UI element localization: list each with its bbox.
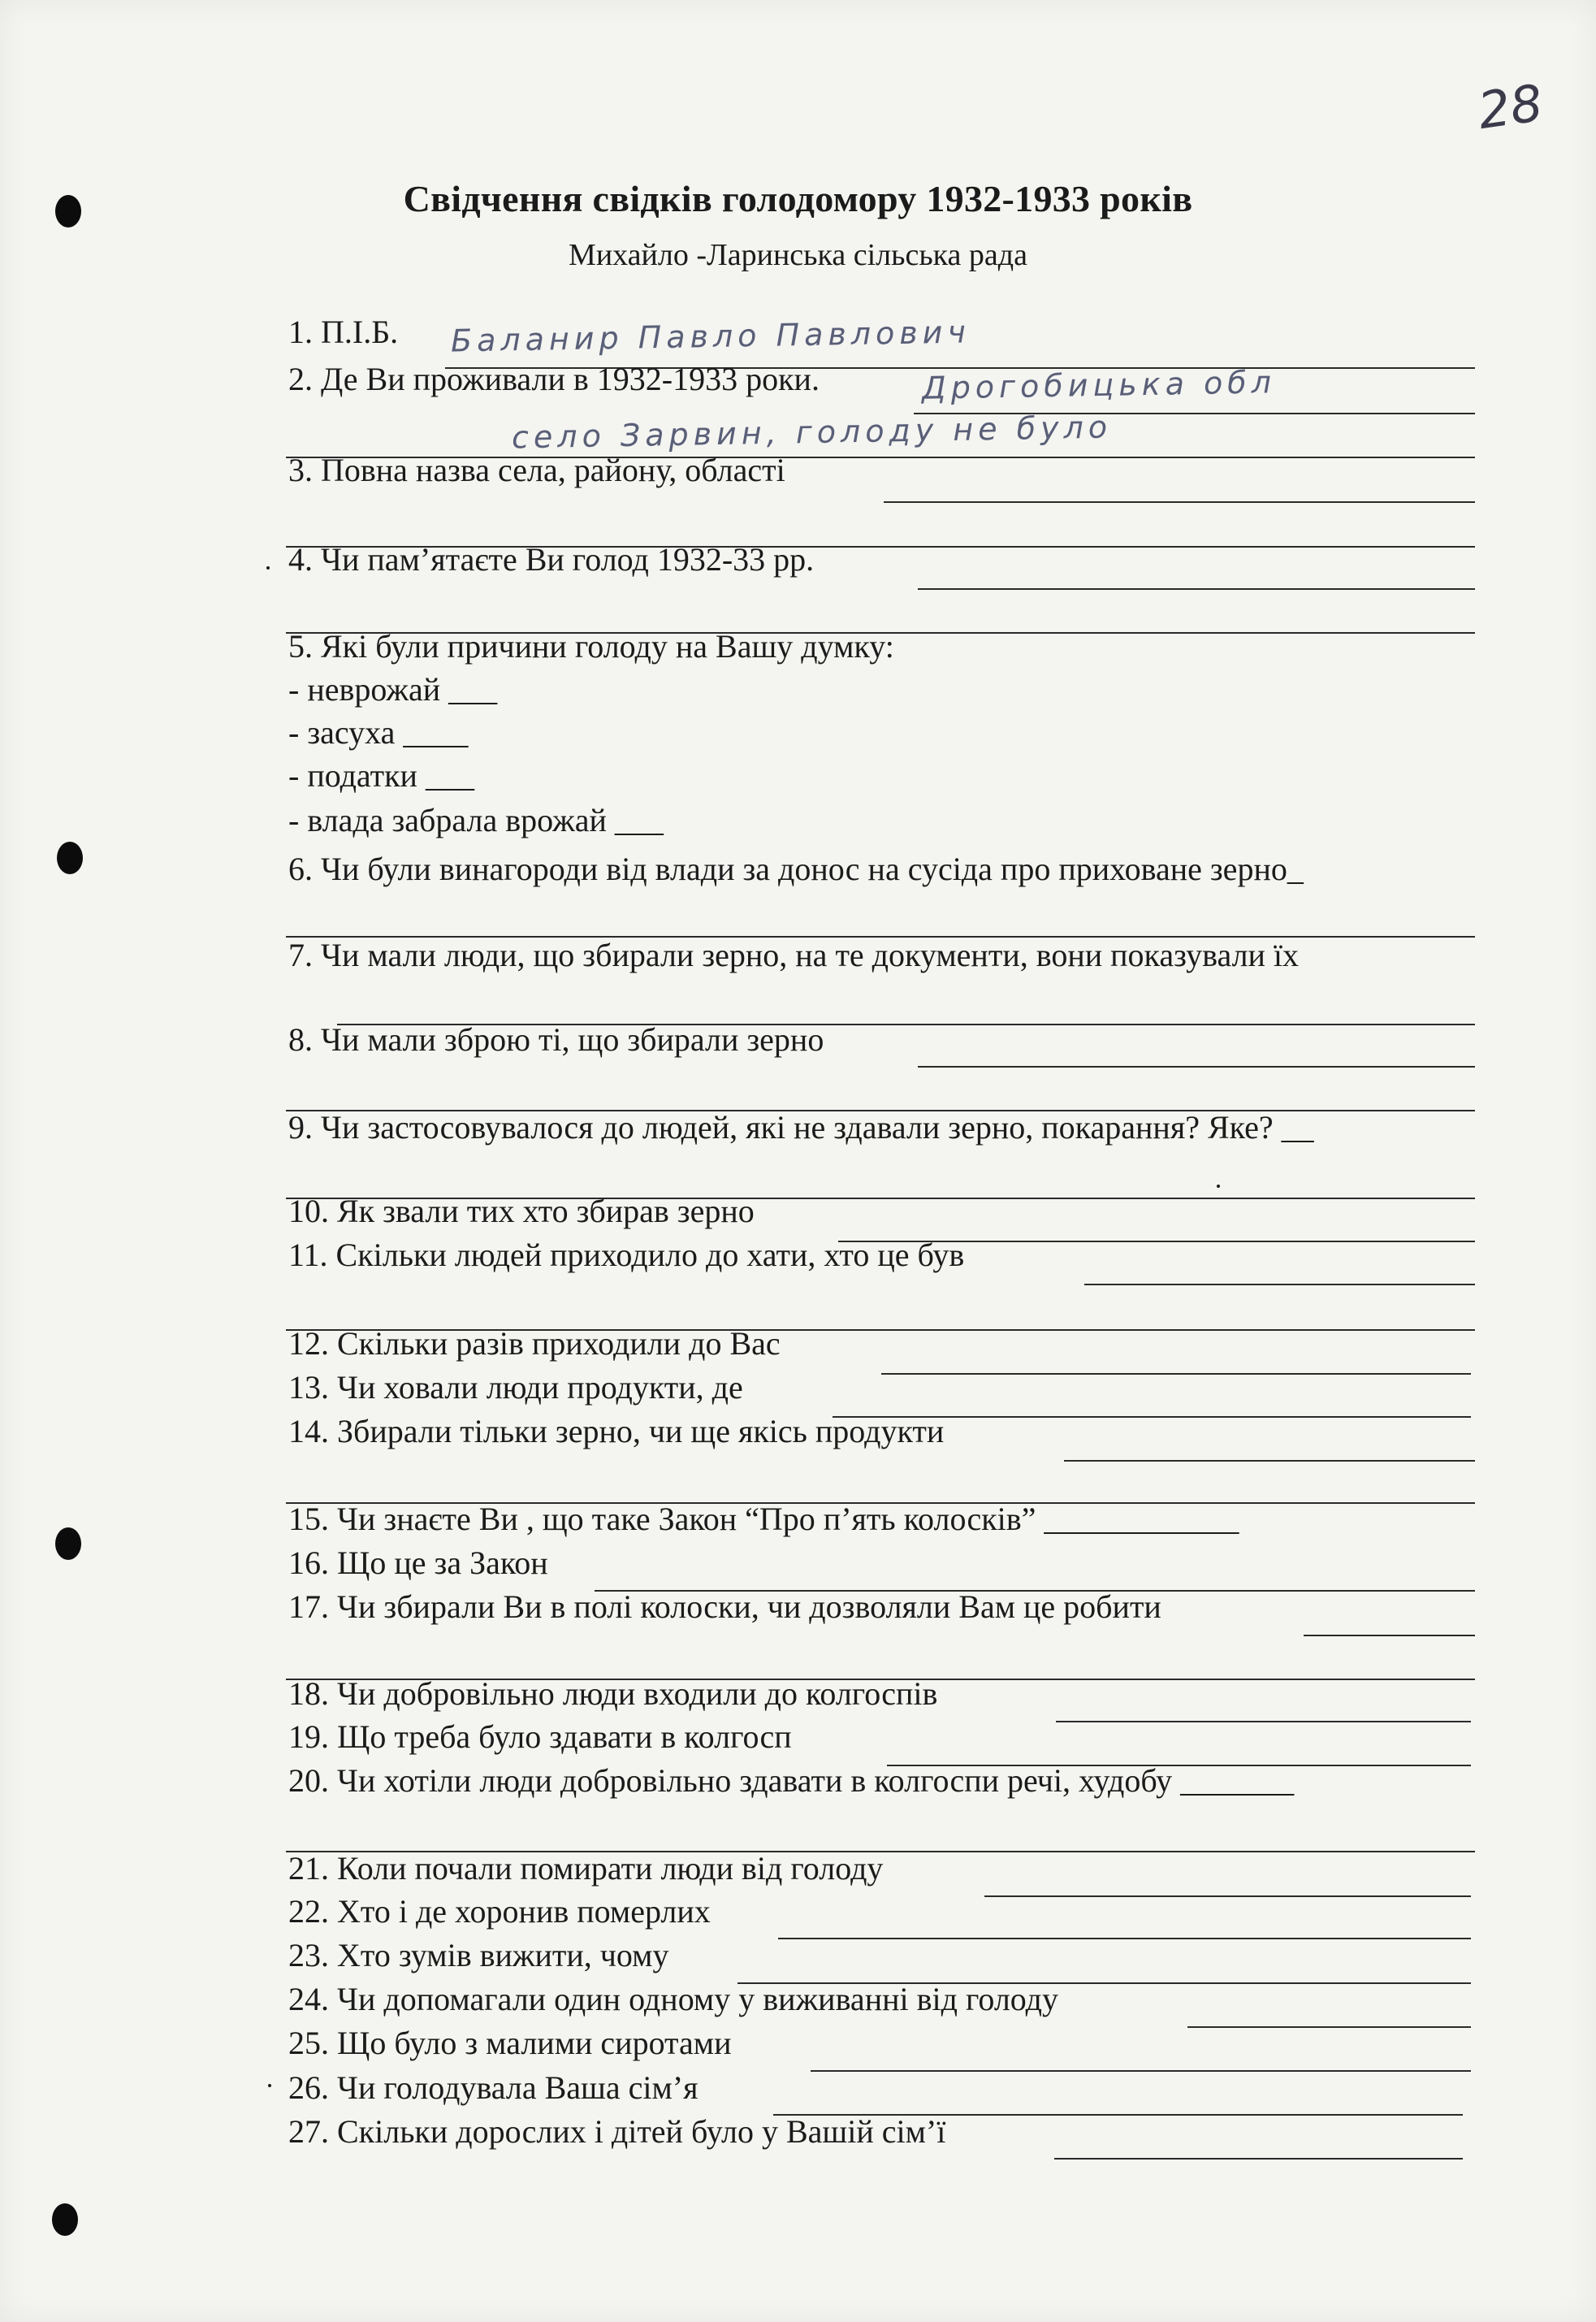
- answer-line: [778, 1938, 1471, 1939]
- question-26: 26. Чи голодувала Ваша сім’я: [288, 2069, 699, 2106]
- question-21: 21. Коли почали помирати люди від голоду: [288, 1850, 884, 1887]
- document-title: Свідчення свідків голодомору 1932-1933 років: [403, 178, 1193, 219]
- question-16: 16. Що це за Закон: [288, 1544, 548, 1581]
- question-12: 12. Скільки разів приходили до Вас: [288, 1325, 781, 1362]
- question-20: 20. Чи хотіли люди добровільно здавати в колгоспи речі, худобу _______: [288, 1762, 1295, 1799]
- question-6: 6. Чи були винагороди від влади за донос на сусіда про приховане зерно_: [288, 851, 1304, 887]
- answer-line: [1056, 1721, 1471, 1722]
- option-drought: - засуха ____: [288, 714, 469, 751]
- answer-line: [918, 588, 1475, 590]
- punch-hole: [57, 842, 83, 874]
- question-1: 1. П.І.Б.: [288, 314, 399, 350]
- answer-line: [918, 1066, 1475, 1068]
- option-taxes: - податки ___: [288, 757, 474, 794]
- question-22: 22. Хто і де хоронив померлих: [288, 1893, 711, 1930]
- answer-line: [1084, 1284, 1475, 1285]
- question-7: 7. Чи мали люди, що збирали зерно, на те документи, вони показували їх: [288, 937, 1300, 973]
- question-3: 3. Повна назва села, району, області: [288, 452, 785, 488]
- answer-line: [884, 501, 1475, 503]
- question-10: 10. Як звали тих хто збирав зерно: [288, 1193, 755, 1229]
- document-subtitle: Михайло -Ларинська сільська рада: [569, 238, 1027, 272]
- handwritten-answer-residence: Дрогобицька обл: [921, 364, 1277, 406]
- question-24: 24. Чи допомагали один одному у виживанні від голоду: [288, 1981, 1059, 2017]
- question-4: 4. Чи пам’ятаєте Ви голод 1932-33 рр.: [288, 541, 815, 578]
- ink-speck: [1217, 1185, 1220, 1188]
- option-harvest-taken: - влада забрала врожай ___: [288, 802, 664, 838]
- question-15: 15. Чи знаєте Ви , що таке Закон “Про п’ять колосків” ____________: [288, 1501, 1239, 1537]
- answer-line: [1304, 1635, 1475, 1636]
- handwritten-answer-residence-cont: село Зарвин, голоду не було: [511, 409, 1113, 456]
- answer-line: [1064, 1460, 1475, 1462]
- ink-speck: [266, 566, 270, 570]
- question-9: 9. Чи застосовувалося до людей, які не здавали зерно, покарання? Яке? __: [288, 1109, 1314, 1146]
- handwritten-answer-fio: Баланир Павло Павлович: [450, 314, 971, 359]
- question-19: 19. Що треба було здавати в колгосп: [288, 1718, 792, 1755]
- question-23: 23. Хто зумів вижити, чому: [288, 1937, 669, 1973]
- answer-line: [984, 1895, 1471, 1897]
- question-18: 18. Чи добровільно люди входили до колгоспів: [288, 1675, 938, 1712]
- answer-line: [1187, 2026, 1471, 2028]
- question-11: 11. Скільки людей приходило до хати, хто це був: [288, 1237, 965, 1273]
- answer-line: [881, 1373, 1471, 1375]
- question-14: 14. Збирали тільки зерно, чи ще якісь продукти: [288, 1413, 945, 1449]
- answer-line: [811, 2070, 1471, 2072]
- question-2: 2. Де Ви проживали в 1932-1933 роки.: [288, 361, 820, 397]
- question-5: 5. Які були причини голоду на Вашу думку:: [288, 628, 894, 665]
- option-crop-failure: - неврожай ___: [288, 671, 498, 708]
- punch-hole: [55, 1527, 81, 1560]
- question-8: 8. Чи мали зброю ті, що збирали зерно: [288, 1021, 824, 1058]
- page-number: 28: [1474, 72, 1546, 141]
- question-27: 27. Скільки дорослих і дітей було у Вашій сім’ї: [288, 2113, 946, 2150]
- ink-speck: [268, 2084, 271, 2087]
- question-25: 25. Що було з малими сиротами: [288, 2025, 732, 2061]
- punch-hole: [52, 2203, 78, 2236]
- question-13: 13. Чи ховали люди продукти, де: [288, 1369, 743, 1406]
- answer-line: [1054, 2158, 1463, 2160]
- question-17: 17. Чи збирали Ви в полі колоски, чи дозволяли Вам це робити: [288, 1588, 1161, 1625]
